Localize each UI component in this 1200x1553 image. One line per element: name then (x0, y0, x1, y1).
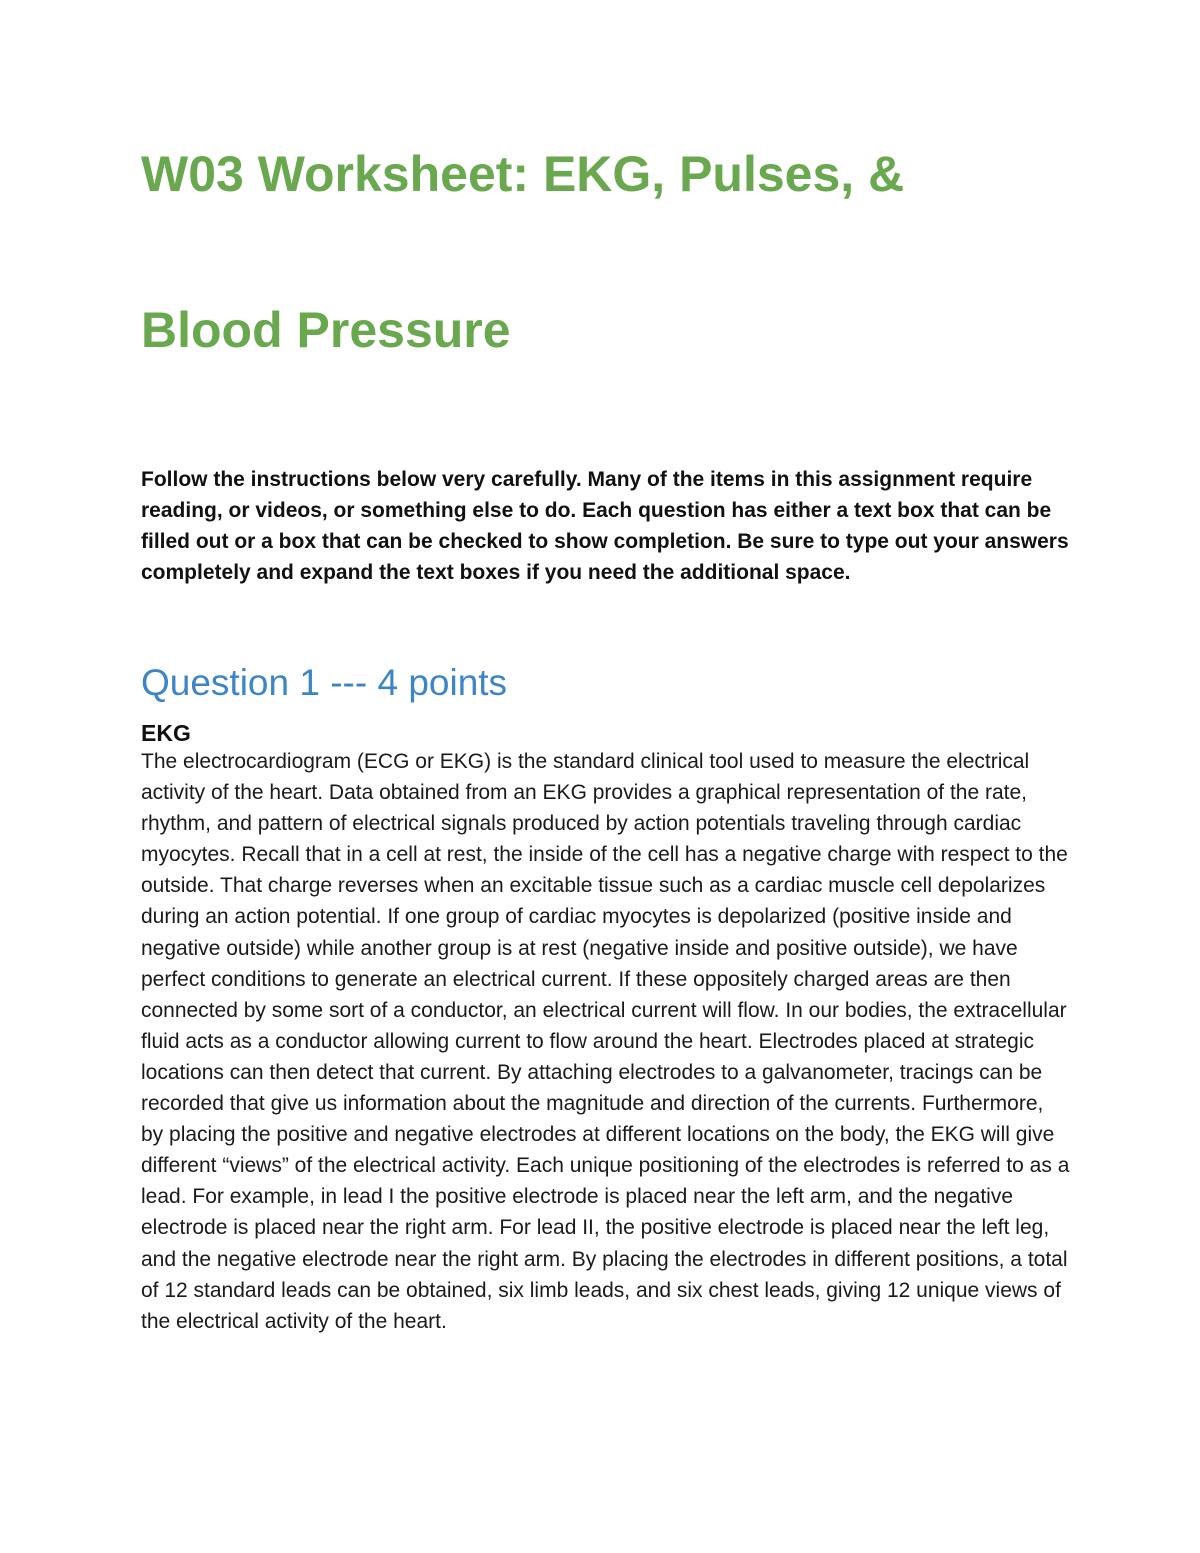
instructions-paragraph: Follow the instructions below very carefully. Many of the items in this assignment require reading, or videos, or something else to do. Each question has either a text box that can be filled out or a box that can be checked to show completion. Be sure to type out your answers completely and expand the text boxes if you need the additional space. (141, 468, 1069, 584)
document-title-line-1: W03 Worksheet: EKG, Pulses, & (141, 146, 905, 202)
ekg-section-title: EKG (141, 720, 191, 746)
question-1-heading: Question 1 --- 4 points (141, 662, 508, 703)
document-title-line-2: Blood Pressure (141, 302, 511, 358)
ekg-body-paragraph: The electrocardiogram (ECG or EKG) is the standard clinical tool used to measure the electrical activity of the heart. Data obtained from an EKG provides a graphical representation of the rate, rhythm, and pattern of electrical signals produced by action potentials traveling through cardiac myocytes. Recall that in a cell at rest, the inside of the cell has a negative charge with respect to the outside. That charge reverses when an excitable tissue such as a cardiac muscle cell depolarizes during an action potential. If one group of cardiac myocytes is depolarized (positive inside and negative outside) while another group is at rest (negative inside and positive outside), we have perfect conditions to generate an electrical current. If these oppositely charged areas are then connected by some sort of a conductor, an electrical current will flow. In our bodies, the extracellular fluid acts as a conductor allowing current to flow around the heart. Electrodes placed at strategic locations can then detect that current. By attaching electrodes to a galvanometer, tracings can be recorded that give us information about the magnitude and direction of the currents. Furthermore, by placing the positive and negative electrodes at different locations on the body, the EKG will give different “views” of the electrical activity. Each unique positioning of the electrodes is referred to as a lead. For example, in lead I the positive electrode is placed near the left arm, and the negative electrode is placed near the right arm. For lead II, the positive electrode is placed near the left leg, and the negative electrode near the right arm. By placing the electrodes in different positions, a total of 12 standard leads can be obtained, six limb leads, and six chest leads, giving 12 unique views of the electrical activity of the heart. (141, 750, 1070, 1333)
